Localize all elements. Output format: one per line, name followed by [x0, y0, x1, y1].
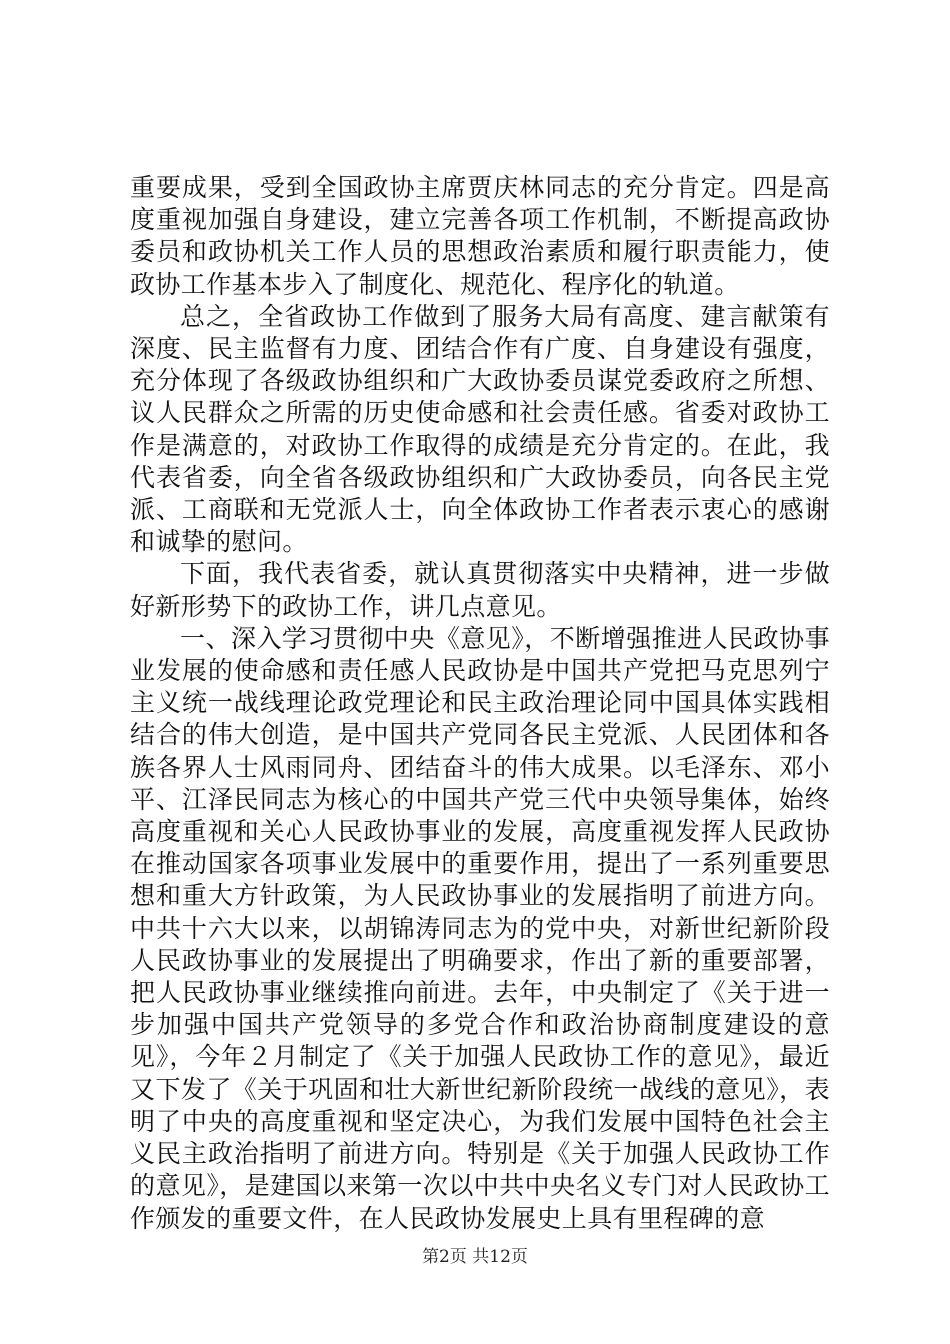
- page-number-footer: 第2页 共12页: [422, 1247, 528, 1267]
- document-body: [130, 172, 830, 1235]
- paragraph-intro: 下面，我代表省委，就认真贯彻落实中央精神，进一步做好新形势下的政协工作，讲几点意见。: [130, 559, 830, 621]
- paragraph-section-one: 一、深入学习贯彻中央《意见》，不断增强推进人民政协事业发展的使命感和责任感人民政协是中国共产党把马克思列宁主义统一战线理论政党理论和民主政治理论同中国具体实践相结合的伟大创造，是中国共产党同各民主党派、人民团体和各族各界人士风雨同舟、团结奋斗的伟大成果。以毛泽东、邓小平、江泽民同志为核心的中国共产党三代中央领导集体，始终高度重视和关心人民政协事业的发展，高度重视发挥人民政协在推动国家各项事业发展中的重要作用，提出了一系列重要思想和重大方针政策，为人民政协事业的发展指明了前进方向。中共十六大以来，以胡锦涛同志为的党中央，对新世纪新阶段人民政协事业的发展提出了明确要求，作出了新的重要部署，把人民政协事业继续推向前进。去年，中央制定了《关于进一步加强中国共产党领导的多党合作和政治协商制度建设的意见》，今年２月制定了《关于加强人民政协工作的意见》，最近又下发了《关于巩固和壮大新世纪新阶段统一战线的意见》，表明了中央的高度重视和坚定决心，为我们发展中国特色社会主义民主政治指明了前进方向。特别是《关于加强人民政协工作的意见》，是建国以来第一次以中共中央名义专门对人民政协工作颁发的重要文件，在人民政协发展史上具有里程碑的意: [130, 623, 830, 1233]
- paragraph-continued: 重要成果，受到全国政协主席贾庆林同志的充分肯定。四是高度重视加强自身建设，建立完善各项工作机制，不断提高政协委员和政协机关工作人员的思想政治素质和履行职责能力，使政协工作基本步入了制度化、规范化、程序化的轨道。: [130, 173, 830, 299]
- paragraph-summary: 总之，全省政协工作做到了服务大局有高度、建言献策有深度、民主监督有力度、团结合作有广度、自身建设有强度，充分体现了各级政协组织和广大政协委员谋党委政府之所想、议人民群众之所需的历史使命感和社会责任感。省委对政协工作是满意的，对政协工作取得的成绩是充分肯定的。在此，我代表省委，向全省各级政协组织和广大政协委员，向各民主党派、工商联和无党派人士，向全体政协工作者表示衷心的感谢和诚挚的慰问。: [130, 301, 830, 557]
